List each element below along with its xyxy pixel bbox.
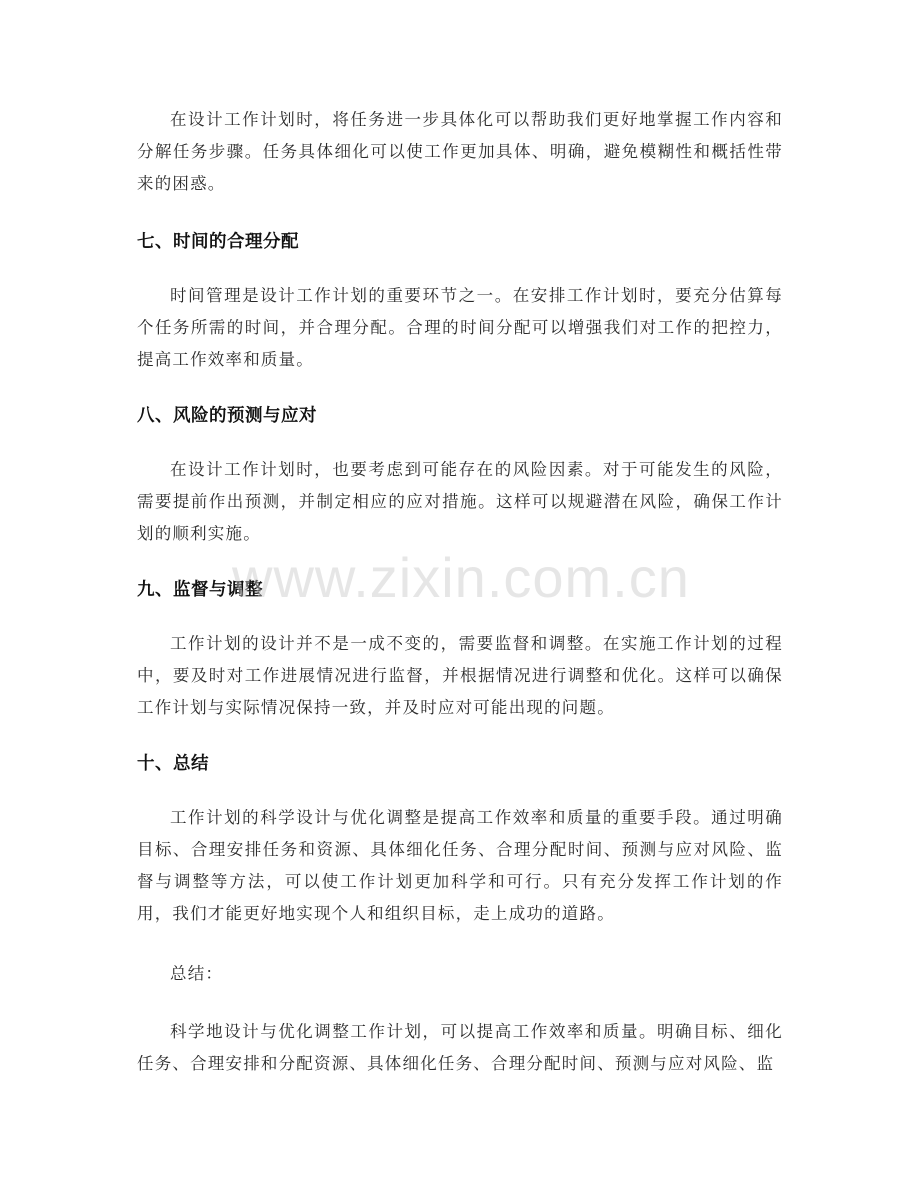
section-heading-monitoring: 九、监督与调整 <box>137 580 263 600</box>
paragraph-conclusion: 科学地设计与优化调整工作计划，可以提高工作效率和质量。明确目标、细化任务、合理安排和分配资源、具体细化任务、合理分配时间、预测与应对风险、监 <box>137 1022 783 1073</box>
paragraph-risk: 在设计工作计划时，也要考虑到可能存在的风险因素。对于可能发生的风险，需要提前作出预测，并制定相应的应对措施。这样可以规避潜在风险，确保工作计划的顺利实施。 <box>137 460 783 543</box>
paragraph-task-detailing: 在设计工作计划时，将任务进一步具体化可以帮助我们更好地掌握工作内容和分解任务步骤。任务具体细化可以使工作更加具体、明确，避免模糊性和概括性带来的困惑。 <box>137 110 783 193</box>
summary-label: 总结： <box>170 964 224 983</box>
paragraph-monitoring: 工作计划的设计并不是一成不变的，需要监督和调整。在实施工作计划的过程中，要及时对工作进展情况进行监督，并根据情况进行调整和优化。这样可以确保工作计划与实际情况保持一致，并及时应对可能出现的问题。 <box>137 634 783 717</box>
watermark-text: www.zixin.com.cn <box>232 546 690 609</box>
paragraph-time-allocation: 时间管理是设计工作计划的重要环节之一。在安排工作计划时，要充分估算每个任务所需的时间，并合理分配。合理的时间分配可以增强我们对工作的把控力，提高工作效率和质量。 <box>137 286 783 369</box>
section-heading-summary: 十、总结 <box>137 754 209 774</box>
paragraph-summary: 工作计划的科学设计与优化调整是提高工作效率和质量的重要手段。通过明确目标、合理安排任务和资源、具体细化任务、合理分配时间、预测与应对风险、监督与调整等方法，可以使工作计划更加科学和可行。只有充分发挥工作计划的作用，我们才能更好地实现个人和组织目标，走上成功的道路。 <box>137 808 783 923</box>
section-heading-risk: 八、风险的预测与应对 <box>137 406 317 426</box>
section-heading-time-allocation: 七、时间的合理分配 <box>137 232 299 252</box>
